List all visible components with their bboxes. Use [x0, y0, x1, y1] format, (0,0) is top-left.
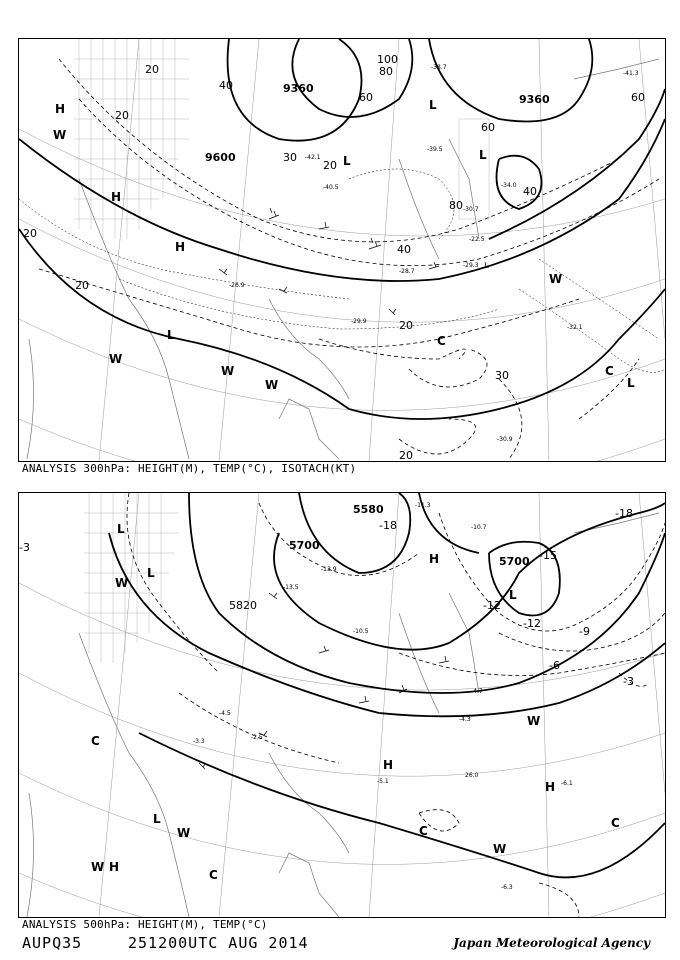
caption-300hpa: ANALYSIS 300hPa: HEIGHT(M), TEMP(°C), ISOTACH(KT)	[22, 462, 357, 475]
isotach-label: 20	[145, 63, 159, 76]
warm-center-marker: W	[109, 352, 123, 366]
height-label: 9360	[283, 82, 314, 95]
temp-value: -4.5	[219, 710, 231, 717]
temp-value: -5.1	[377, 778, 389, 785]
warm-center-marker: W	[527, 714, 541, 728]
cold-center-marker: C	[209, 868, 218, 882]
temp-label: -3	[623, 675, 634, 688]
low-pressure-marker: L	[167, 328, 175, 342]
high-pressure-marker: L	[429, 98, 437, 112]
temp-value: -30.9	[497, 436, 513, 443]
cold-center-marker: C	[91, 734, 100, 748]
isotach-label: 20	[399, 319, 413, 332]
temp-value: -4.7	[471, 688, 483, 695]
isotach-label: 20	[75, 279, 89, 292]
warm-center-marker: W	[549, 272, 563, 286]
graticule	[19, 39, 665, 461]
temp-label: -12	[483, 599, 501, 612]
temp-value: -38.7	[431, 64, 447, 71]
temp-value: -34.0	[501, 182, 517, 189]
height-label: 5580	[353, 503, 384, 516]
low-pressure-marker: L	[147, 566, 155, 580]
isotach-label: 40	[523, 185, 537, 198]
high-pressure-marker: H	[175, 240, 186, 254]
high-pressure-marker: H	[545, 780, 556, 794]
height-label: 9360	[519, 93, 550, 106]
temp-label: -6	[549, 659, 560, 672]
height-contours	[109, 493, 665, 877]
agency-name: Japan Meteorological Agency	[453, 936, 650, 950]
cold-center-marker: C	[605, 364, 614, 378]
temp-label: -12	[523, 617, 541, 630]
temp-value: -28.7	[399, 268, 415, 275]
temp-value: -6.1	[561, 780, 573, 787]
temp-value: -26.9	[229, 282, 245, 289]
warm-center-marker: W	[91, 860, 105, 874]
temp-value: -6.3	[501, 884, 513, 891]
temp-value: -39.5	[427, 146, 443, 153]
isotach-label: 40	[397, 243, 411, 256]
cold-center-marker: C	[419, 824, 428, 838]
temp-value: -30.7	[463, 206, 479, 213]
temp-value: -13.5	[283, 584, 299, 591]
warm-center-marker: W	[177, 826, 191, 840]
height-label: 5820	[229, 599, 257, 612]
high-pressure-marker: H	[429, 552, 440, 566]
temp-value: -10.7	[471, 524, 487, 531]
low-pressure-marker: L	[627, 376, 635, 390]
isotach-label: 80	[449, 199, 463, 212]
isotach-label: 30	[283, 151, 297, 164]
chart-300hpa	[18, 38, 666, 462]
temp-label: -15	[539, 549, 557, 562]
temp-value: -13.9	[321, 566, 337, 573]
map-500hpa	[19, 493, 665, 917]
temp-value: -41.3	[623, 70, 639, 77]
issue-time: 251200UTC AUG 2014	[128, 934, 309, 952]
temp-value: -4.3	[459, 716, 471, 723]
low-pressure-marker: L	[479, 148, 487, 162]
chart-id: AUPQ35	[22, 934, 83, 952]
warm-center-marker: W	[265, 378, 279, 392]
low-pressure-marker: L	[343, 154, 351, 168]
hatched-area	[84, 493, 179, 663]
warm-center-marker: W	[115, 576, 129, 590]
high-pressure-marker: H	[55, 102, 66, 116]
warm-center-marker: W	[221, 364, 235, 378]
height-label: 5700	[499, 555, 530, 568]
temp-label: -18	[615, 507, 633, 520]
temp-value: -42.1	[305, 154, 321, 161]
temp-label: -3	[19, 541, 30, 554]
temp-label: -18	[379, 519, 397, 532]
height-label: 9600	[205, 151, 236, 164]
cold-center-marker: C	[437, 334, 446, 348]
low-pressure-marker: L	[153, 812, 161, 826]
temp-value: -29.3	[463, 262, 479, 269]
warm-center-marker: W	[493, 842, 507, 856]
temp-value: -29.9	[351, 318, 367, 325]
isotach-label: 60	[359, 91, 373, 104]
isotach-label: 20	[399, 449, 413, 461]
isotach-label: 40	[219, 79, 233, 92]
height-label: 5700	[289, 539, 320, 552]
high-pressure-marker: H	[109, 860, 120, 874]
isotach-label: 30	[495, 369, 509, 382]
wind-barbs	[199, 593, 449, 769]
temp-value: -40.5	[323, 184, 339, 191]
low-pressure-marker: L	[509, 588, 517, 602]
temp-value: -2.5	[251, 734, 263, 741]
temp-value: -10.5	[353, 628, 369, 635]
cold-center-marker: C	[611, 816, 620, 830]
high-pressure-marker: H	[383, 758, 394, 772]
low-pressure-marker: L	[117, 522, 125, 536]
chart-500hpa	[18, 492, 666, 918]
temp-value: -32.1	[567, 324, 583, 331]
isotach-label: 100	[377, 53, 398, 66]
isotach-label: 80	[379, 65, 393, 78]
temp-value: -11.3	[415, 502, 431, 509]
temp-contours	[127, 493, 665, 917]
high-pressure-marker: H	[111, 190, 122, 204]
warm-center-marker: W	[53, 128, 67, 142]
isotach-label: 20	[115, 109, 129, 122]
temp-value: -22.5	[469, 236, 485, 243]
temp-value: 26.0	[465, 772, 479, 779]
temp-value: -3.3	[193, 738, 205, 745]
isotach-label: 60	[631, 91, 645, 104]
isotach-label: 20	[323, 159, 337, 172]
isotach-label: 60	[481, 121, 495, 134]
map-300hpa	[19, 39, 665, 461]
temp-label: -9	[579, 625, 590, 638]
isotach-label: 20	[23, 227, 37, 240]
caption-500hpa: ANALYSIS 500hPa: HEIGHT(M), TEMP(°C)	[22, 918, 268, 931]
